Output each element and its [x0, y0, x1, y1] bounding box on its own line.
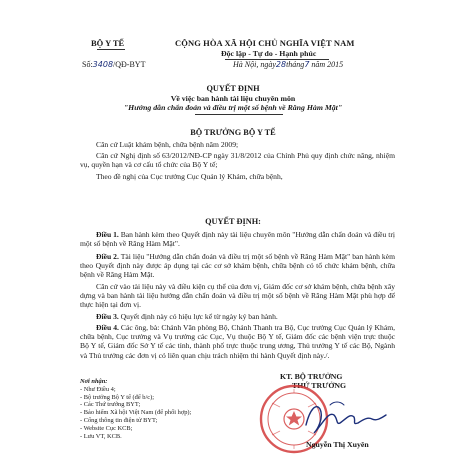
- preamble-law: Căn cứ Luật khám bệnh, chữa bệnh năm 2009;: [96, 140, 239, 149]
- docno-suffix: /QĐ-BYT: [113, 60, 146, 69]
- article-2-text: Tài liệu "Hướng dẫn chẩn đoán và điều trị một số bệnh về Răng Hàm Mặt" ban hành kèm theo Quyết định này được áp dụng tại các cơ sở khám bệnh, chữa bệnh có tổ chức khám bệnh, chữa bệnh về Răng Hàm Mặt.: [80, 252, 396, 280]
- decision-subject-line2: "Hướng dẫn chẩn đoán và điều trị một số bệnh về Răng Hàm Mặt": [123, 103, 343, 112]
- document-number: [82, 60, 145, 69]
- signer-name: Nguyễn Thị Xuyên: [306, 440, 369, 449]
- recipient-item: - Website Cục KCB;: [80, 424, 133, 432]
- recipient-item: - Lưu VT, KCB.: [80, 432, 122, 440]
- date-prefix: Hà Nội, ngày: [233, 60, 276, 69]
- handwritten-signature-icon: [300, 395, 390, 437]
- preamble-decree: Căn cứ Nghị định số 63/2012/NĐ-CP ngày 31/8/2012 của Chính Phủ quy định chức năng, nhiệm vụ, quyền hạn và cơ cấu tổ chức của Bộ Y tế;: [80, 151, 395, 170]
- issue-date: [233, 60, 343, 69]
- recipients-heading: Nơi nhận:: [80, 378, 108, 385]
- article-2-label: Điều 2.: [96, 252, 119, 261]
- article-3-label: Điều 3.: [96, 312, 119, 321]
- docno-prefix: Số:: [82, 60, 93, 69]
- article-3: [80, 312, 395, 321]
- subject-underline: [195, 114, 283, 115]
- date-mid: tháng: [286, 60, 305, 69]
- article-4-text: Các ông, bà: Chánh Văn phòng Bộ, Chánh Thanh tra Bộ, Cục trưởng Cục Quản lý Khám, chữa bệnh, Cục trưởng và Vụ trưởng các Cục, Vụ thuộc Bộ Y tế, Giám đốc các bệnh viện trực thuộc Bộ Y tế, Giám đốc Sở Y tế các tỉnh, thành phố trực thuộc trung ương, Thủ trưởng Y tế các Bộ, Ngành và Thủ trưởng các đơn vị có liên quan chịu trách nhiệm thi hành Quyết định này./.: [80, 323, 396, 360]
- signature-role-2: THỨ TRƯỞNG: [292, 381, 347, 390]
- signature-role-1: KT. BỘ TRƯỞNG: [280, 372, 343, 381]
- article-3-text: Quyết định này có hiệu lực kể từ ngày ký ban hành.: [118, 312, 278, 321]
- recipients-list: [80, 378, 200, 440]
- article-1-text: Ban hành kèm theo Quyết định này tài liệu chuyên môn "Hướng dẫn chẩn đoán và điều trị một số bệnh về Răng Hàm Mặt".: [80, 230, 396, 249]
- preamble-proposal: Theo đề nghị của Cục trưởng Cục Quản lý Khám, chữa bệnh,: [96, 172, 283, 181]
- decision-title: QUYẾT ĐỊNH: [206, 84, 260, 93]
- ministry-underline: [97, 49, 125, 50]
- date-day-handwritten: 28: [275, 60, 287, 69]
- recipient-item: - Như Điều 4;: [80, 385, 116, 393]
- recipient-item: - Các Thứ trưởng BYT;: [80, 401, 141, 409]
- minister-heading: BỘ TRƯỞNG BỘ Y TẾ: [190, 128, 276, 137]
- article-1: [80, 230, 395, 248]
- ministry-name: BỘ Y TẾ: [91, 38, 125, 48]
- docno-handwritten: 3408: [92, 60, 114, 69]
- article-4-label: Điều 4.: [96, 323, 119, 332]
- recipient-item: - Cổng thông tin điện tử BYT;: [80, 416, 158, 424]
- decides-heading: QUYẾT ĐỊNH:: [205, 217, 261, 226]
- article-4: [80, 323, 395, 360]
- national-motto: Độc lập - Tự do - Hạnh phúc: [221, 49, 317, 58]
- article-1-label: Điều 1.: [96, 230, 119, 239]
- recipient-item: - Bảo hiểm Xã hội Việt Nam (để phối hợp);: [80, 409, 192, 417]
- date-suffix: năm 2015: [311, 60, 344, 69]
- article-2: [80, 252, 395, 280]
- country-name: CỘNG HÒA XÃ HỘI CHỦ NGHĨA VIỆT NAM: [175, 38, 355, 48]
- date-month-handwritten: 7: [304, 60, 310, 69]
- recipient-item: - Bộ trưởng Bộ Y tế (để b/c);: [80, 393, 154, 401]
- decision-subject-line1: Về việc ban hành tài liệu chuyên môn: [170, 94, 296, 103]
- article-2-continuation: [80, 282, 395, 310]
- article-2b-text: Căn cứ vào tài liệu này và điều kiện cụ thể của đơn vị, Giám đốc cơ sở khám bệnh, chữa bệnh xây dựng và ban hành tài liệu hướng dẫn chẩn đoán và điều trị một số bệnh về Răng Hàm Mặt phù hợp để thực hiện tại đơn vị.: [80, 282, 395, 310]
